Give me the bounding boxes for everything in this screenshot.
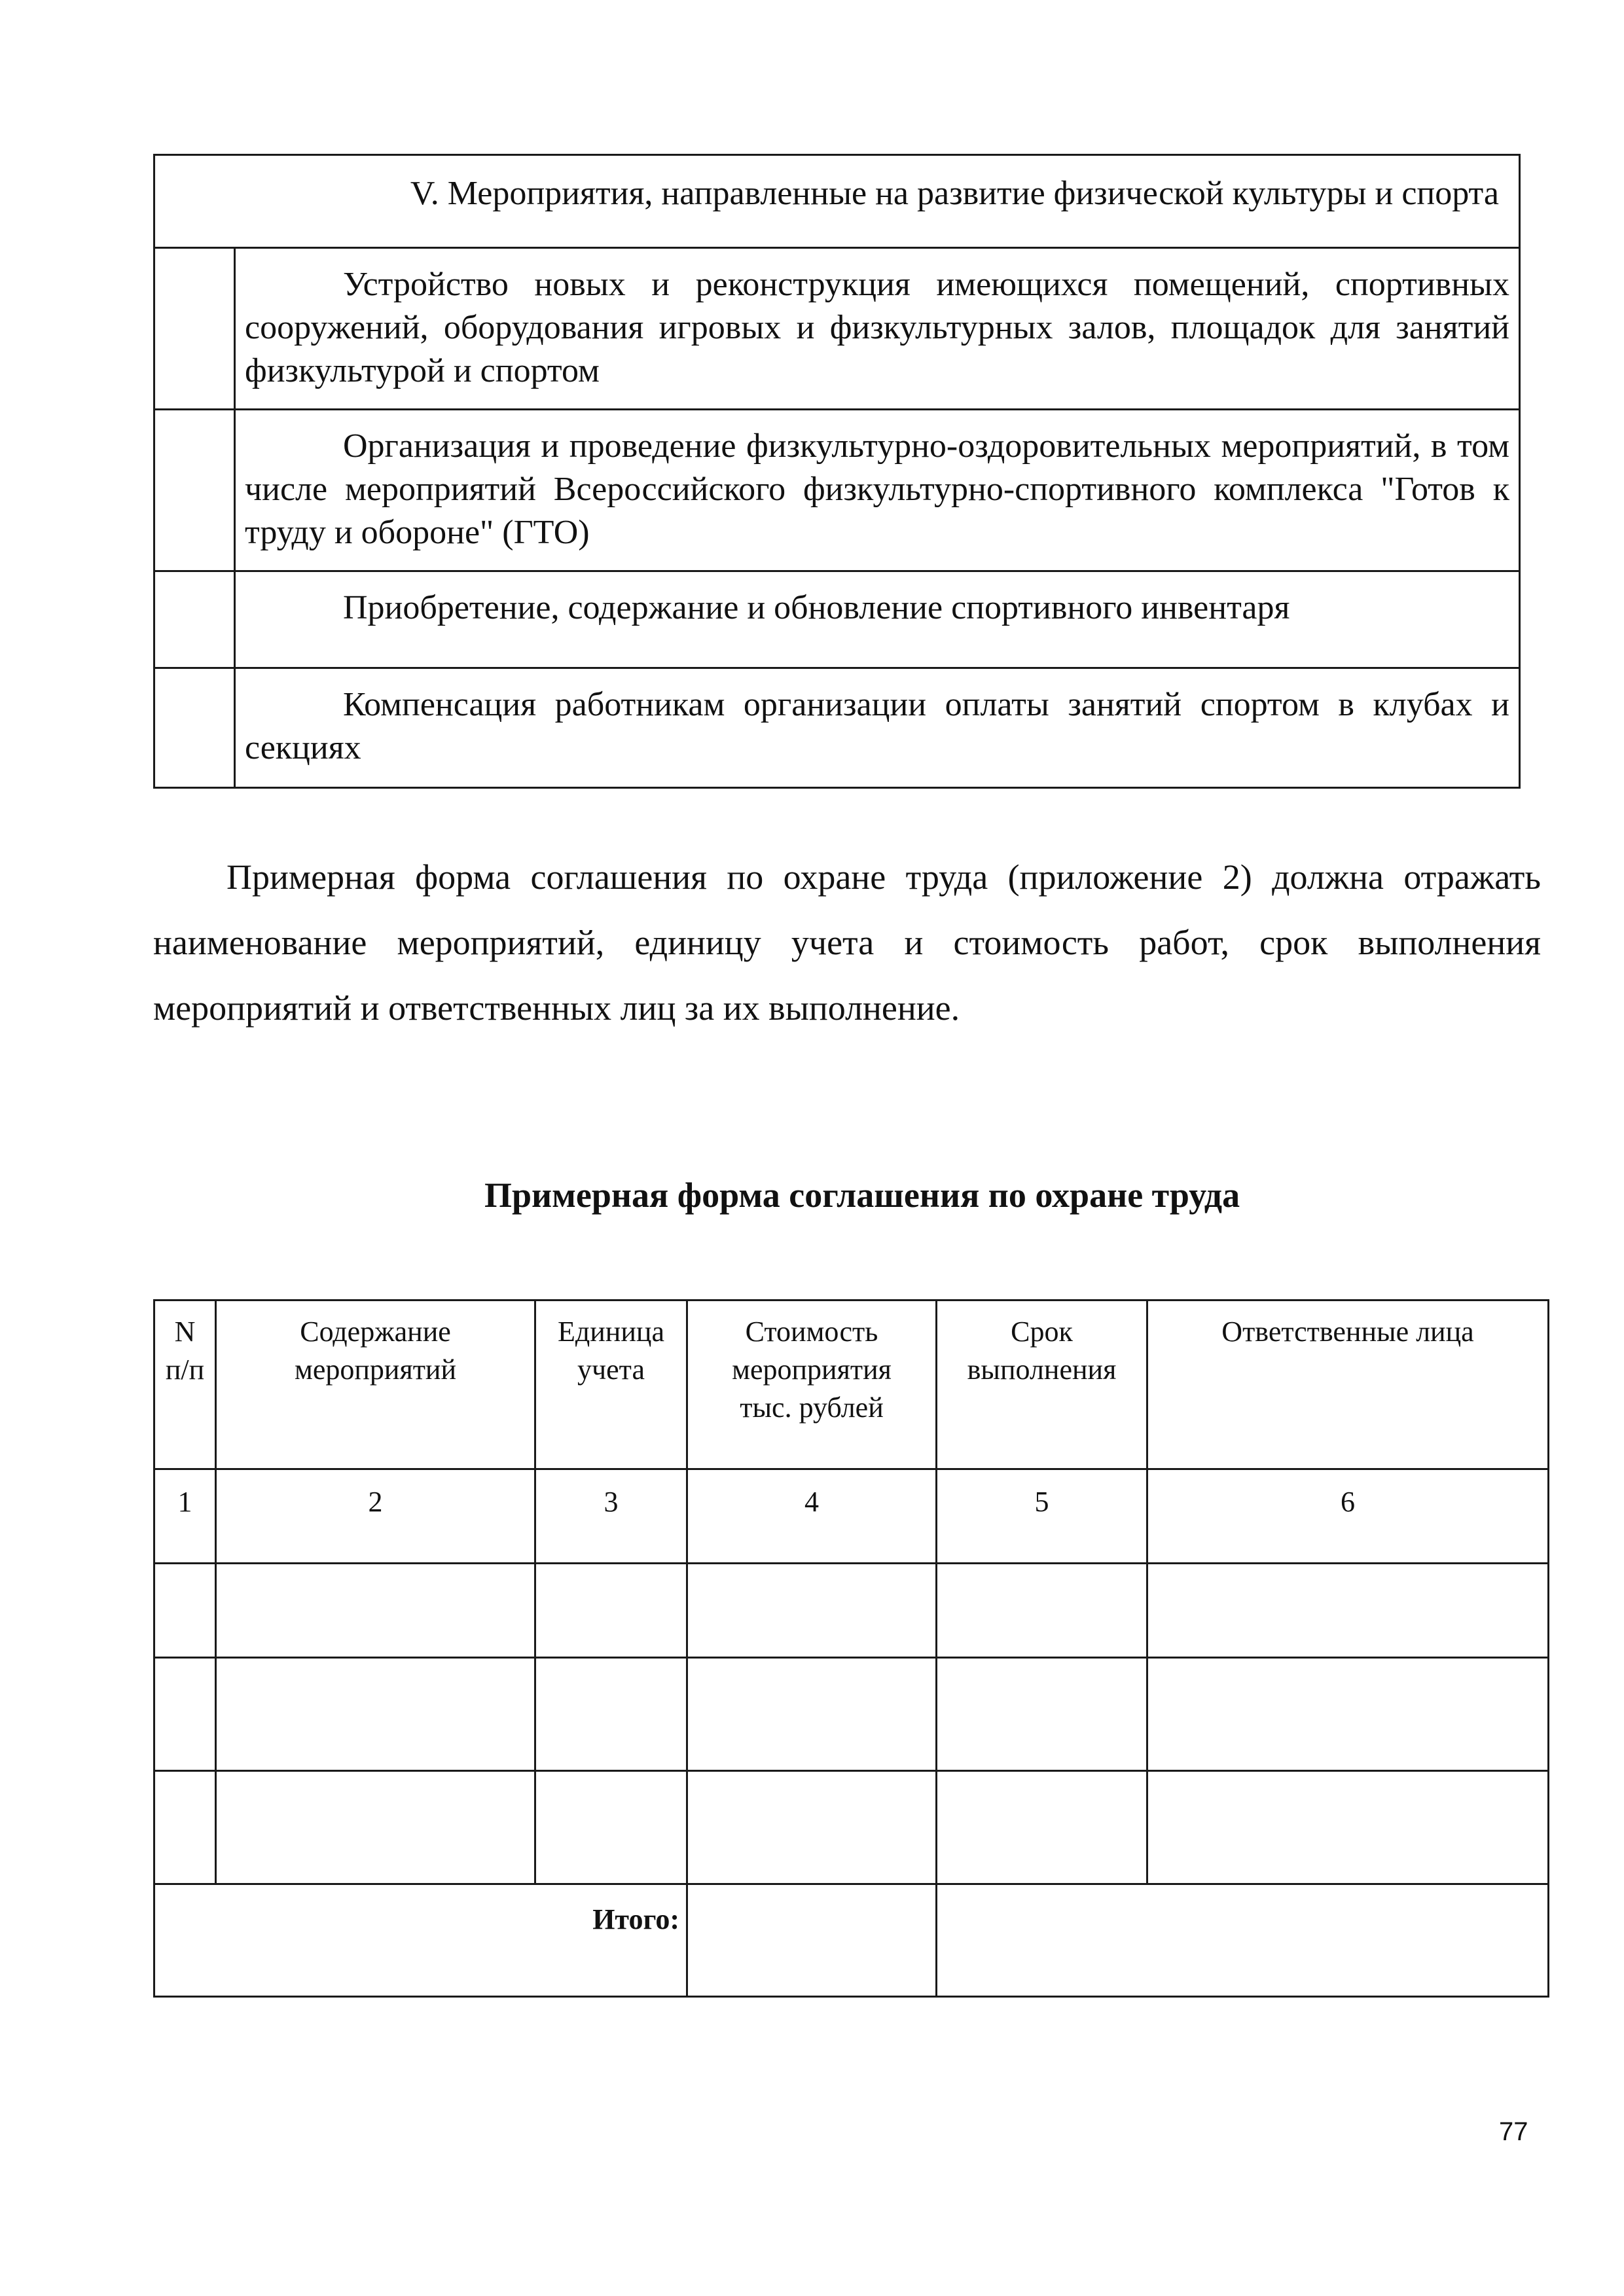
column-number: 5 [937, 1469, 1147, 1564]
total-row [154, 1884, 1549, 1997]
row-number-cell [154, 668, 235, 788]
table-row [154, 1564, 1549, 1658]
empty-cell [937, 1771, 1147, 1884]
header-line: Срок [1011, 1316, 1073, 1348]
header-content [216, 1300, 535, 1469]
table-row [154, 248, 1520, 410]
body-paragraph: Примерная форма соглашения по охране труда (приложение 2) должна отражать наименование мероприятий, единицу учета и стоимость работ, срок выполнения мероприятий и ответственных лиц за их выполнение. [153, 857, 1541, 1028]
header-cost [687, 1300, 937, 1469]
section-heading: V. Мероприятия, направленные на развитие физической культуры и спорта [154, 155, 1520, 248]
header-responsible [1147, 1300, 1549, 1469]
table-row [154, 410, 1520, 571]
section-table [153, 154, 1521, 789]
row-number-cell [154, 248, 235, 410]
empty-cell [154, 1564, 216, 1658]
total-empty-cell [937, 1884, 1549, 1997]
header-line: Содержание [300, 1316, 451, 1348]
empty-cell [937, 1658, 1147, 1771]
empty-cell [535, 1771, 687, 1884]
table-row [154, 1771, 1549, 1884]
section-item-cell [235, 668, 1520, 788]
column-number: 3 [535, 1469, 687, 1564]
section-item-cell [235, 248, 1520, 410]
empty-cell [687, 1564, 937, 1658]
total-label: Итого: [154, 1884, 687, 1997]
header-line: Стоимость [745, 1316, 878, 1348]
empty-cell [216, 1658, 535, 1771]
empty-cell [1147, 1658, 1549, 1771]
empty-cell [535, 1658, 687, 1771]
empty-cell [535, 1564, 687, 1658]
column-number: 1 [154, 1469, 216, 1564]
form-title: Примерная форма соглашения по охране труда [484, 1175, 1240, 1215]
section-item-text: Организация и проведение физкультурно-оздоровительных мероприятий, в том числе мероприятий Всероссийского физкультурно-спортивного комплекса "Готов к труду и обороне" (ГТО) [245, 427, 1509, 551]
header-line: Единица [558, 1316, 664, 1348]
section-item-text: Устройство новых и реконструкция имеющихся помещений, спортивных сооружений, оборудования игровых и физкультурных залов, площадок для занятий физкультурой и спортом [245, 266, 1509, 389]
header-line: учета [577, 1354, 645, 1386]
header-line: Ответственные лица [1221, 1316, 1474, 1348]
table-row [154, 668, 1520, 788]
empty-cell [216, 1564, 535, 1658]
header-deadline [937, 1300, 1147, 1469]
header-line: п/п [165, 1354, 205, 1386]
header-line: мероприятия [732, 1354, 892, 1386]
section-item-text: Компенсация работникам организации оплаты занятий спортом в клубах и секциях [245, 686, 1509, 766]
empty-cell [1147, 1564, 1549, 1658]
header-unit [535, 1300, 687, 1469]
page-number: 77 [1499, 2117, 1528, 2146]
column-number: 4 [687, 1469, 937, 1564]
row-number-cell [154, 410, 235, 571]
empty-cell [1147, 1771, 1549, 1884]
header-line: N [174, 1316, 196, 1348]
header-line: тыс. рублей [740, 1391, 884, 1424]
header-line: мероприятий [294, 1354, 457, 1386]
empty-cell [687, 1771, 937, 1884]
total-cost-cell [687, 1884, 937, 1997]
agreement-form-table [153, 1299, 1549, 1998]
table-row [154, 571, 1520, 668]
column-number: 2 [216, 1469, 535, 1564]
column-number-row [154, 1469, 1549, 1564]
header-number [154, 1300, 216, 1469]
section-item-cell [235, 571, 1520, 668]
empty-cell [216, 1771, 535, 1884]
section-item-cell [235, 410, 1520, 571]
empty-cell [687, 1658, 937, 1771]
row-number-cell [154, 571, 235, 668]
header-line: выполнения [967, 1354, 1117, 1386]
column-number: 6 [1147, 1469, 1549, 1564]
section-item-text: Приобретение, содержание и обновление спортивного инвентаря [343, 589, 1290, 626]
empty-cell [937, 1564, 1147, 1658]
empty-cell [154, 1771, 216, 1884]
empty-cell [154, 1658, 216, 1771]
header-row [154, 1300, 1549, 1469]
table-row [154, 1658, 1549, 1771]
